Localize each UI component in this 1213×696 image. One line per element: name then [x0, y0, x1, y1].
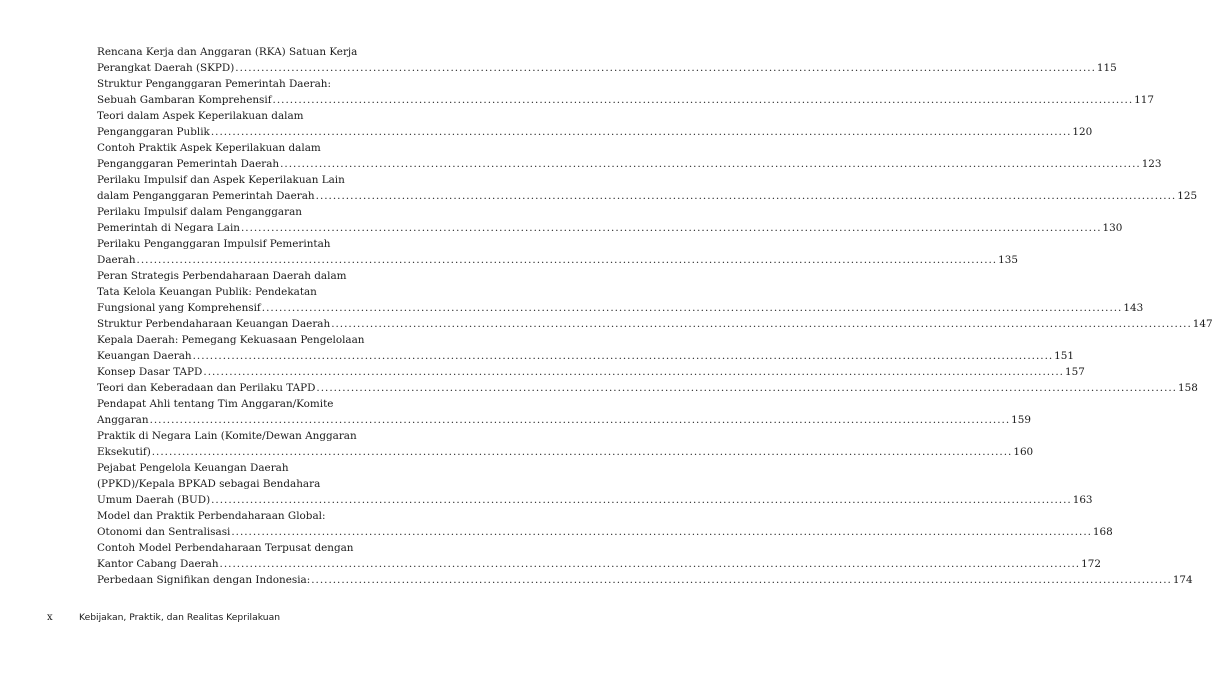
toc-entry[interactable]	[97, 204, 1123, 236]
dot-leader: ........................................................................................................................................................................................................	[203, 366, 1064, 378]
dot-leader: ........................................................................................................................................................................................................	[331, 318, 1192, 330]
toc-entry-title: Umum Daerah (BUD)	[97, 494, 211, 506]
toc-page-number: 147	[1192, 318, 1213, 330]
toc-entry-title: Konsep Dasar TAPD	[97, 366, 203, 378]
dot-leader: ........................................................................................................................................................................................................	[151, 446, 1013, 458]
toc-entry-title: Struktur Perbendaharaan Keuangan Daerah	[97, 318, 331, 330]
toc-page-number: 151	[1054, 350, 1075, 362]
running-title: Kebijakan, Praktik, dan Realitas Keprilakuan	[79, 612, 281, 623]
toc-entry[interactable]	[97, 76, 1154, 108]
toc-entry-title: Kepala Daerah: Pemegang Kekuasaan Pengelolaan	[97, 334, 365, 346]
toc-page-number: 117	[1134, 94, 1154, 106]
toc-page-number: 160	[1013, 446, 1034, 458]
toc-entry-title: Penganggaran Pemerintah Daerah	[97, 158, 280, 170]
toc-page-number: 163	[1072, 494, 1093, 506]
dot-leader: ........................................................................................................................................................................................................	[280, 158, 1141, 170]
toc-page-number: 120	[1072, 126, 1093, 138]
dot-leader: ........................................................................................................................................................................................................	[272, 94, 1134, 106]
dot-leader: ........................................................................................................................................................................................................	[235, 62, 1096, 74]
dot-leader: ........................................................................................................................................................................................................	[316, 382, 1177, 394]
toc-entry[interactable]	[97, 508, 1113, 540]
toc-entry-title: Perbedaan Signifikan dengan Indonesia:	[97, 574, 311, 586]
toc-entry-title: Struktur Penganggaran Pemerintah Daerah:	[97, 78, 331, 90]
toc-entry-title: Praktik di Negara Lain (Komite/Dewan Anggaran	[97, 430, 357, 442]
toc-entry-title: (PPKD)/Kepala BPKAD sebagai Bendahara	[97, 478, 321, 490]
toc-entry-title: Perilaku Penganggaran Impulsif Pemerintah	[97, 238, 331, 250]
toc-page-number: 174	[1172, 574, 1193, 586]
toc-page-number: 159	[1011, 414, 1031, 426]
toc-page-number: 168	[1092, 526, 1113, 538]
toc-page-number: 135	[998, 254, 1018, 266]
toc-entry-title: Teori dalam Aspek Keperilakuan dalam	[97, 110, 304, 122]
dot-leader: ........................................................................................................................................................................................................	[219, 558, 1081, 570]
toc-entry-title: Peran Strategis Perbendaharaan Daerah dalam	[97, 270, 347, 282]
toc-entry[interactable]	[97, 268, 1144, 316]
page-footer	[47, 612, 377, 623]
toc-page-number: 115	[1096, 62, 1117, 74]
toc-entry-title: Pemerintah di Negara Lain	[97, 222, 240, 234]
toc-entry[interactable]	[97, 108, 1093, 140]
dot-leader: ........................................................................................................................................................................................................	[315, 190, 1177, 202]
toc-entry-title: Keuangan Daerah	[97, 350, 192, 362]
toc-entry-title: Anggaran	[97, 414, 149, 426]
toc-page-number: 123	[1141, 158, 1162, 170]
toc-entry-title: Model dan Praktik Perbendaharaan Global:	[97, 510, 326, 522]
toc-page-number: 130	[1102, 222, 1123, 234]
toc-entry-title: Kantor Cabang Daerah	[97, 558, 219, 570]
toc-entry-title: Perilaku Impulsif dan Aspek Keperilakuan Lain	[97, 174, 345, 186]
dot-leader: ........................................................................................................................................................................................................	[210, 126, 1072, 138]
toc-entry[interactable]	[97, 572, 1193, 588]
dot-leader: ........................................................................................................................................................................................................	[240, 222, 1102, 234]
dot-leader: ........................................................................................................................................................................................................	[311, 574, 1172, 586]
toc-entry-title: Fungsional yang Komprehensif	[97, 302, 261, 314]
toc-entry-title: dalam Penganggaran Pemerintah Daerah	[97, 190, 315, 202]
toc-entry-title: Teori dan Keberadaan dan Perilaku TAPD	[97, 382, 316, 394]
toc-entry[interactable]	[97, 332, 1075, 364]
toc-entry[interactable]	[97, 428, 1034, 460]
toc-entry[interactable]	[97, 396, 1031, 428]
toc-page-number: 143	[1123, 302, 1144, 314]
toc-page-number: 157	[1064, 366, 1085, 378]
dot-leader: ........................................................................................................................................................................................................	[149, 414, 1011, 426]
toc-entry-title: Rencana Kerja dan Anggaran (RKA) Satuan Kerja	[97, 46, 358, 58]
table-of-contents	[97, 44, 1213, 588]
toc-page-number: 125	[1177, 190, 1198, 202]
toc-entry-title: Pendapat Ahli tentang Tim Anggaran/Komite	[97, 398, 334, 410]
toc-entry[interactable]	[97, 172, 1198, 204]
dot-leader: ........................................................................................................................................................................................................	[231, 526, 1092, 538]
toc-entry-title: Daerah	[97, 254, 136, 266]
toc-entry-title: Tata Kelola Keuangan Publik: Pendekatan	[97, 286, 317, 298]
toc-entry-title: Otonomi dan Sentralisasi	[97, 526, 231, 538]
toc-entry[interactable]	[97, 44, 1117, 76]
toc-entry-title: Pejabat Pengelola Keuangan Daerah	[97, 462, 289, 474]
toc-page-number: 158	[1177, 382, 1198, 394]
toc-entry-title: Eksekutif)	[97, 446, 151, 458]
toc-page-number: 172	[1081, 558, 1101, 570]
toc-entry[interactable]	[97, 316, 1213, 332]
toc-entry-title: Contoh Model Perbendaharaan Terpusat dengan	[97, 542, 354, 554]
dot-leader: ........................................................................................................................................................................................................	[261, 302, 1123, 314]
toc-entry[interactable]	[97, 380, 1198, 396]
toc-entry[interactable]	[97, 540, 1101, 572]
toc-entry[interactable]	[97, 140, 1162, 172]
toc-entry[interactable]	[97, 236, 1018, 268]
toc-entry-title: Penganggaran Publik	[97, 126, 210, 138]
dot-leader: ........................................................................................................................................................................................................	[211, 494, 1072, 506]
toc-entry-title: Contoh Praktik Aspek Keperilakuan dalam	[97, 142, 321, 154]
dot-leader: ........................................................................................................................................................................................................	[192, 350, 1054, 362]
page-number: x	[47, 612, 53, 623]
toc-entry[interactable]	[97, 364, 1085, 380]
toc-entry[interactable]	[97, 460, 1093, 508]
toc-entry-title: Perangkat Daerah (SKPD)	[97, 62, 235, 74]
dot-leader: ........................................................................................................................................................................................................	[136, 254, 998, 266]
toc-entry-title: Perilaku Impulsif dalam Penganggaran	[97, 206, 302, 218]
toc-entry-title: Sebuah Gambaran Komprehensif	[97, 94, 272, 106]
